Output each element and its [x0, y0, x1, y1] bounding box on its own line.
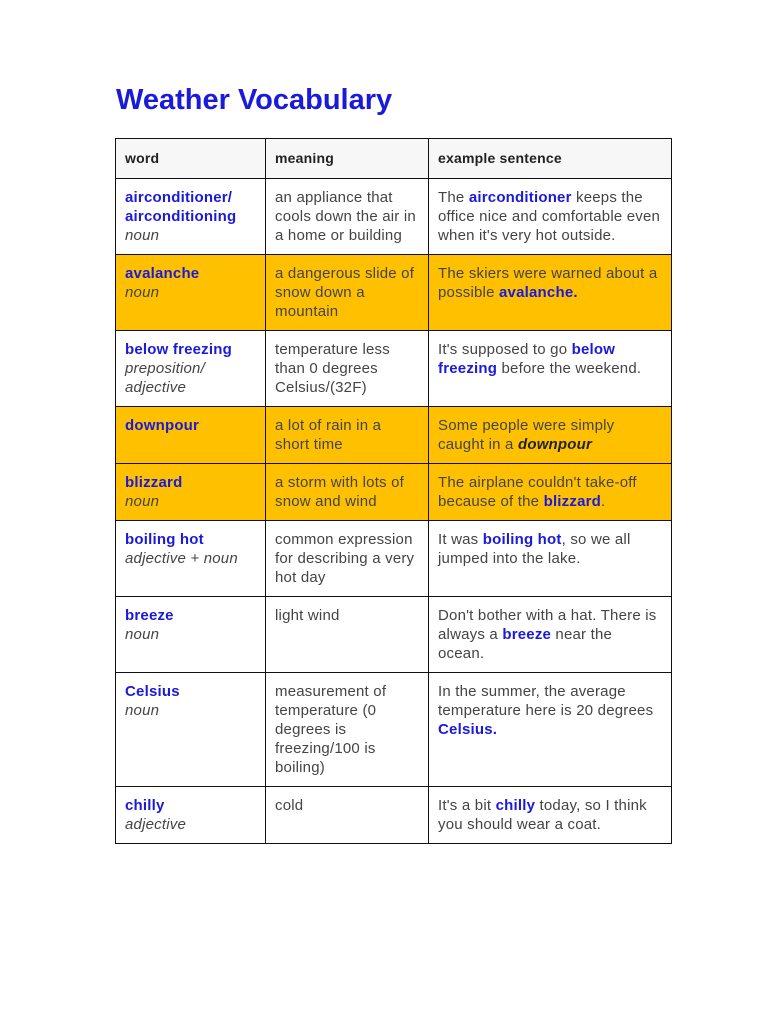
table-row [116, 521, 672, 597]
example-cell [429, 331, 672, 407]
part-of-speech: preposition/ adjective [125, 360, 205, 396]
table-header-row [116, 139, 672, 179]
example-text: It's supposed to go [438, 341, 572, 358]
part-of-speech: noun [125, 227, 160, 244]
table-row [116, 255, 672, 331]
example-keyword: breeze [502, 626, 552, 643]
example-cell [429, 787, 672, 844]
meaning-cell: temperature less than 0 degrees Celsius/(32F) [266, 331, 429, 407]
meaning-cell: a lot of rain in a short time [266, 407, 429, 464]
page-title: Weather Vocabulary [116, 84, 393, 116]
example-text: It was [438, 531, 483, 548]
example-keyword: Celsius. [438, 721, 498, 738]
word-cell [116, 673, 266, 787]
table-row [116, 673, 672, 787]
word-cell [116, 407, 266, 464]
vocab-word: avalanche [125, 265, 200, 282]
word-cell [116, 179, 266, 255]
vocab-word: breeze [125, 607, 174, 624]
example-keyword: below freezing [438, 341, 616, 377]
word-cell [116, 521, 266, 597]
table-row [116, 407, 672, 464]
vocab-word: chilly [125, 797, 165, 814]
meaning-cell: a storm with lots of snow and wind [266, 464, 429, 521]
example-text: keeps the office nice and comfortable even when it's very hot outside. [438, 189, 661, 244]
example-text: Don't bother with a hat. There is always a [438, 607, 657, 643]
table-row [116, 179, 672, 255]
part-of-speech: adjective [125, 816, 187, 833]
example-text: The airplane couldn't take-off because of the [438, 474, 637, 510]
example-text: near the ocean. [438, 626, 613, 662]
example-text: The skiers were warned about a possible [438, 265, 658, 301]
part-of-speech: noun [125, 284, 160, 301]
table-row [116, 597, 672, 673]
vocabulary-table [115, 138, 672, 844]
meaning-cell: common expression for describing a very hot day [266, 521, 429, 597]
example-keyword: boiling hot [482, 531, 562, 548]
example-cell [429, 179, 672, 255]
example-text: The [438, 189, 469, 206]
table-row [116, 464, 672, 521]
example-keyword: chilly [495, 797, 536, 814]
meaning-cell: light wind [266, 597, 429, 673]
vocab-word: downpour [125, 417, 200, 434]
meaning-cell: cold [266, 787, 429, 844]
word-cell [116, 464, 266, 521]
example-text: It's a bit [438, 797, 496, 814]
example-cell [429, 597, 672, 673]
vocab-word: airconditioner/ airconditioning [125, 189, 237, 225]
header-example-sentence: example sentence [429, 139, 672, 179]
example-keyword: blizzard [543, 493, 602, 510]
table-row [116, 331, 672, 407]
table-row [116, 787, 672, 844]
vocab-word: below freezing [125, 341, 232, 358]
vocab-word: boiling hot [125, 531, 204, 548]
word-cell [116, 331, 266, 407]
example-text: , so we all jumped into the lake. [438, 531, 631, 567]
meaning-cell: measurement of temperature (0 degrees is freezing/100 is boiling) [266, 673, 429, 787]
meaning-cell: a dangerous slide of snow down a mountain [266, 255, 429, 331]
word-cell [116, 255, 266, 331]
example-keyword: downpour [517, 436, 593, 453]
example-text: . [601, 493, 606, 510]
example-cell [429, 521, 672, 597]
example-cell [429, 673, 672, 787]
example-cell [429, 407, 672, 464]
example-text: Some people were simply caught in a [438, 417, 615, 453]
example-text: In the summer, the average temperature here is 20 degrees [438, 683, 654, 719]
example-cell [429, 464, 672, 521]
example-keyword: avalanche. [499, 284, 578, 301]
part-of-speech: noun [125, 626, 160, 643]
meaning-cell: an appliance that cools down the air in a home or building [266, 179, 429, 255]
header-word: word [116, 139, 266, 179]
header-meaning: meaning [266, 139, 429, 179]
part-of-speech: adjective + noun [125, 550, 238, 567]
word-cell [116, 787, 266, 844]
word-cell [116, 597, 266, 673]
part-of-speech: noun [125, 702, 160, 719]
example-text: today, so I think you should wear a coat. [438, 797, 647, 833]
example-keyword: airconditioner [468, 189, 572, 206]
example-text: before the weekend. [497, 360, 642, 377]
vocab-word: Celsius [125, 683, 180, 700]
vocab-word: blizzard [125, 474, 183, 491]
part-of-speech: noun [125, 493, 160, 510]
example-cell [429, 255, 672, 331]
